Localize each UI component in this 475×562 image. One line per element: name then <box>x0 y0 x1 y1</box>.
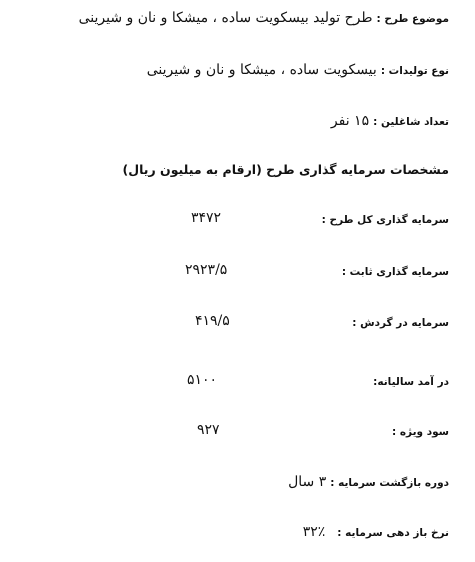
products-value: بیسکویت ساده ، میشکا و نان و شیرینی <box>146 62 377 78</box>
investment-fixed-value: ۲۹۲۳/۵ <box>185 262 228 278</box>
return-rate-value: ۳۲٪ <box>302 524 326 540</box>
annual-income-value: ۵۱۰۰ <box>187 372 218 388</box>
investment-total-value: ۳۴۷۲ <box>191 210 222 226</box>
payback-line <box>288 474 449 490</box>
investment-row-income <box>149 372 449 392</box>
investment-row-profit <box>149 422 449 442</box>
products-label: نوع تولیدات : <box>380 65 449 77</box>
annual-income-label: در آمد سالیانه: <box>373 376 449 388</box>
investment-row-working <box>149 313 449 333</box>
products-line <box>147 62 449 78</box>
employees-value: ۱۵ نفر <box>330 113 370 129</box>
project-subject-label: موضوع طرح : <box>376 13 449 25</box>
investment-row-total <box>149 210 449 230</box>
employees-label: تعداد شاغلین : <box>373 116 449 128</box>
project-subject-line <box>79 10 449 26</box>
employees-line <box>331 113 449 129</box>
investment-fixed-label: سرمایه گذاری ثابت : <box>341 266 449 278</box>
investment-working-value: ۴۱۹/۵ <box>195 313 230 329</box>
return-rate-label: نرخ باز دهی سرمایه : <box>337 527 449 539</box>
project-subject-value: طرح تولید بیسکویت ساده ، میشکا و نان و شیرینی <box>78 10 373 26</box>
investment-heading: مشخصات سرمایه گذاری طرح (ارقام به میلیون ریال) <box>122 162 449 177</box>
payback-value: ۳ سال <box>288 474 327 490</box>
return-rate-line <box>303 524 449 540</box>
payback-label: دوره بازگشت سرمایه : <box>330 477 449 489</box>
net-profit-label: سود ویژه : <box>391 426 449 438</box>
net-profit-value: ۹۲۷ <box>197 422 220 438</box>
investment-row-fixed <box>149 262 449 282</box>
investment-total-label: سرمایه گذاری کل طرح : <box>321 214 449 226</box>
investment-working-label: سرمایه در گردش : <box>352 317 449 329</box>
